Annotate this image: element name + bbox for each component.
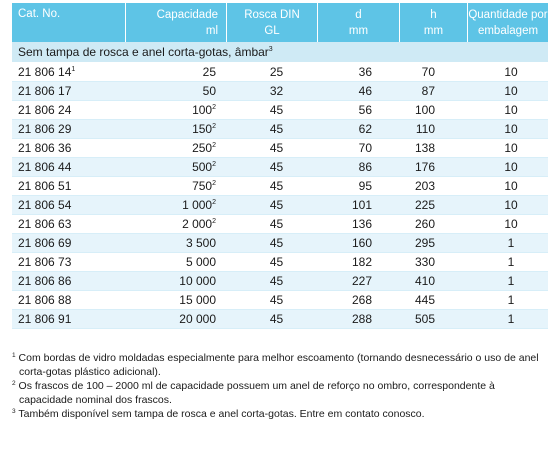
cell-diameter xyxy=(318,215,400,234)
footnote-ref: 2 xyxy=(212,218,216,225)
cell-height-value: 87 xyxy=(421,84,435,98)
cell-thread-value: 45 xyxy=(269,103,284,117)
table-row xyxy=(12,291,548,310)
cell-quantity-value: 10 xyxy=(504,160,518,174)
cell-thread xyxy=(227,215,318,234)
header-height xyxy=(400,3,468,42)
cell-height xyxy=(400,101,468,120)
table-row xyxy=(12,101,548,120)
cell-thread xyxy=(227,63,318,82)
cell-capacity-value: 50 xyxy=(202,84,216,98)
cell-cat-no xyxy=(12,101,126,120)
cell-thread xyxy=(227,177,318,196)
footnote-ref: 1 xyxy=(71,66,76,73)
cell-diameter xyxy=(318,82,400,101)
cell-cat-no xyxy=(12,158,126,177)
cell-height-value: 445 xyxy=(414,293,435,307)
cell-capacity xyxy=(126,120,227,139)
cell-height-value: 330 xyxy=(414,255,435,269)
product-table xyxy=(12,3,548,329)
cell-cat-no-value: 21 806 29 xyxy=(18,122,72,136)
cell-thread xyxy=(227,291,318,310)
cell-quantity-value: 10 xyxy=(504,122,518,136)
cell-diameter xyxy=(318,120,400,139)
cell-quantity xyxy=(468,101,548,120)
cell-height xyxy=(400,177,468,196)
footnote xyxy=(12,407,548,421)
cell-thread xyxy=(227,253,318,272)
cell-quantity-value: 1 xyxy=(507,293,515,307)
cell-height-value: 110 xyxy=(415,122,435,136)
cell-thread-value: 45 xyxy=(269,179,284,193)
cell-height xyxy=(400,234,468,253)
table-header-row xyxy=(12,3,548,42)
cell-height xyxy=(400,196,468,215)
header-label: Cat. No. xyxy=(18,8,61,20)
cell-capacity-value: 1 000 xyxy=(182,198,213,212)
cell-quantity-value: 1 xyxy=(507,274,515,288)
cell-quantity-value: 1 xyxy=(507,236,515,250)
cell-quantity xyxy=(468,139,548,158)
cell-quantity-value: 1 xyxy=(507,312,515,326)
cell-cat-no-value: 21 806 36 xyxy=(18,141,72,155)
cell-diameter xyxy=(318,177,400,196)
cell-thread xyxy=(227,196,318,215)
cell-cat-no xyxy=(12,291,126,310)
footnote-number: 1 xyxy=(12,352,16,359)
header-unit: ml xyxy=(205,24,218,37)
cell-cat-no-value: 21 806 73 xyxy=(18,255,72,269)
cell-diameter-value: 268 xyxy=(351,293,372,307)
cell-height xyxy=(400,139,468,158)
table-row xyxy=(12,120,548,139)
cell-quantity-value: 10 xyxy=(504,84,518,98)
cell-capacity-value: 10 000 xyxy=(179,274,216,288)
cell-height xyxy=(400,310,468,329)
table-row xyxy=(12,196,548,215)
cell-thread xyxy=(227,82,318,101)
header-unit: embalagem xyxy=(477,24,539,37)
cell-capacity xyxy=(126,272,227,291)
cell-height-value: 410 xyxy=(414,274,435,288)
table-row xyxy=(12,310,548,329)
cell-height xyxy=(400,272,468,291)
cell-quantity xyxy=(468,215,548,234)
header-label: Capacidade xyxy=(156,8,218,21)
cell-thread-value: 45 xyxy=(269,141,284,155)
cell-quantity-value: 10 xyxy=(504,198,518,212)
cell-cat-no xyxy=(12,82,126,101)
cell-quantity xyxy=(468,120,548,139)
cell-capacity xyxy=(126,234,227,253)
cell-quantity xyxy=(468,63,548,82)
footnote-ref: 2 xyxy=(212,123,216,130)
cell-cat-no-value: 21 806 91 xyxy=(18,312,72,326)
footnote-ref: 2 xyxy=(212,161,216,168)
table-row xyxy=(12,82,548,101)
table-row xyxy=(12,234,548,253)
cell-cat-no xyxy=(12,310,126,329)
cell-height-value: 176 xyxy=(414,160,435,174)
cell-thread-value: 25 xyxy=(269,65,284,79)
cell-cat-no xyxy=(12,272,126,291)
cell-capacity xyxy=(126,291,227,310)
cell-cat-no xyxy=(12,234,126,253)
cell-thread-value: 45 xyxy=(269,198,284,212)
cell-capacity xyxy=(126,177,227,196)
cell-diameter xyxy=(318,310,400,329)
cell-quantity xyxy=(468,253,548,272)
cell-quantity xyxy=(468,196,548,215)
cell-height-value: 70 xyxy=(421,65,435,79)
cell-height-value: 505 xyxy=(414,312,435,326)
cell-quantity-value: 10 xyxy=(504,217,518,231)
cell-thread xyxy=(227,234,318,253)
header-unit: mm xyxy=(423,24,444,37)
cell-thread-value: 45 xyxy=(269,293,284,307)
cell-thread xyxy=(227,139,318,158)
cell-quantity-value: 10 xyxy=(504,103,518,117)
cell-cat-no-value: 21 806 44 xyxy=(18,160,72,174)
cell-cat-no xyxy=(12,215,126,234)
cell-capacity-value: 750 xyxy=(192,179,213,193)
cell-height-value: 203 xyxy=(414,179,435,193)
cell-quantity xyxy=(468,234,548,253)
cell-cat-no-value: 21 806 24 xyxy=(18,103,72,117)
cell-cat-no xyxy=(12,120,126,139)
cell-thread-value: 45 xyxy=(269,122,284,136)
cell-diameter-value: 288 xyxy=(351,312,372,326)
cell-cat-no xyxy=(12,253,126,272)
header-label: h xyxy=(430,8,437,21)
footnote-text: Também disponível sem tampa de rosca e anel corta-gotas. Entre em contato conosco. xyxy=(18,408,425,420)
cell-quantity xyxy=(468,158,548,177)
cell-cat-no xyxy=(12,63,126,82)
cell-cat-no-value: 21 806 69 xyxy=(18,236,72,250)
cell-capacity-value: 5 000 xyxy=(185,255,216,269)
cell-capacity-value: 250 xyxy=(192,141,213,155)
footnote-ref: 2 xyxy=(212,199,216,206)
header-label: Rosca DIN xyxy=(244,8,300,21)
cell-cat-no xyxy=(12,139,126,158)
header-unit: GL xyxy=(264,24,280,37)
table-row xyxy=(12,139,548,158)
table-row xyxy=(12,215,548,234)
cell-diameter-value: 95 xyxy=(358,179,372,193)
footnotes xyxy=(12,351,548,421)
cell-height xyxy=(400,63,468,82)
cell-diameter-value: 62 xyxy=(358,122,372,136)
cell-quantity-value: 10 xyxy=(504,65,518,79)
cell-diameter-value: 56 xyxy=(358,103,372,117)
cell-height-value: 100 xyxy=(414,103,435,117)
cell-thread xyxy=(227,101,318,120)
footnote xyxy=(12,351,548,379)
cell-thread-value: 45 xyxy=(269,312,284,326)
cell-diameter-value: 101 xyxy=(351,198,372,212)
cell-cat-no-value: 21 806 86 xyxy=(18,274,72,288)
header-label: d xyxy=(355,8,362,21)
table-row xyxy=(12,177,548,196)
cell-quantity-value: 1 xyxy=(507,255,515,269)
cell-thread xyxy=(227,310,318,329)
section-title xyxy=(12,42,548,63)
cell-height-value: 138 xyxy=(414,141,435,155)
cell-cat-no xyxy=(12,196,126,215)
cell-diameter xyxy=(318,196,400,215)
footnote-text: Os frascos de 100 – 2000 ml de capacidade possuem um anel de reforço no ombro, correspondente à capacidade nominal dos frascos. xyxy=(18,380,495,406)
cell-capacity-value: 500 xyxy=(192,160,213,174)
cell-diameter-value: 46 xyxy=(358,84,372,98)
cell-diameter-value: 36 xyxy=(358,65,372,79)
cell-capacity-value: 3 500 xyxy=(185,236,216,250)
cell-thread-value: 45 xyxy=(269,160,284,174)
table-row xyxy=(12,158,548,177)
cell-cat-no-value: 21 806 88 xyxy=(18,293,72,307)
cell-diameter xyxy=(318,234,400,253)
cell-diameter-value: 136 xyxy=(351,217,372,231)
header-cat-no xyxy=(12,3,126,42)
cell-diameter xyxy=(318,158,400,177)
table-row xyxy=(12,272,548,291)
cell-thread-value: 45 xyxy=(269,236,284,250)
cell-capacity-value: 25 xyxy=(202,65,216,79)
footnote-ref: 2 xyxy=(212,104,216,111)
footnote-text: Com bordas de vidro moldadas especialmente para melhor escoamento (tornando desnecessário o uso de anel corta-gotas plástico adicional). xyxy=(18,352,539,378)
cell-quantity xyxy=(468,291,548,310)
cell-diameter-value: 160 xyxy=(351,236,372,250)
cell-quantity xyxy=(468,310,548,329)
cell-thread xyxy=(227,158,318,177)
cell-quantity xyxy=(468,272,548,291)
cell-capacity xyxy=(126,82,227,101)
table-row xyxy=(12,63,548,82)
footnote xyxy=(12,379,548,407)
cell-thread xyxy=(227,272,318,291)
cell-cat-no xyxy=(12,177,126,196)
cell-diameter-value: 86 xyxy=(358,160,372,174)
cell-height xyxy=(400,82,468,101)
cell-height xyxy=(400,215,468,234)
cell-quantity xyxy=(468,82,548,101)
cell-height xyxy=(400,158,468,177)
section-row xyxy=(12,42,548,63)
cell-diameter xyxy=(318,63,400,82)
cell-capacity-value: 2 000 xyxy=(182,217,213,231)
section-footnote-ref: 3 xyxy=(268,46,273,53)
cell-thread xyxy=(227,120,318,139)
cell-capacity xyxy=(126,63,227,82)
footnote-ref: 2 xyxy=(212,180,216,187)
cell-cat-no-value: 21 806 17 xyxy=(18,84,72,98)
header-unit: mm xyxy=(348,24,369,37)
cell-diameter xyxy=(318,291,400,310)
cell-quantity xyxy=(468,177,548,196)
cell-diameter xyxy=(318,101,400,120)
cell-cat-no-value: 21 806 14 xyxy=(18,65,72,79)
cell-quantity-value: 10 xyxy=(504,141,518,155)
cell-diameter-value: 182 xyxy=(351,255,372,269)
cell-capacity xyxy=(126,158,227,177)
cell-diameter xyxy=(318,139,400,158)
cell-diameter xyxy=(318,253,400,272)
cell-thread-value: 32 xyxy=(269,84,284,98)
cell-capacity-value: 15 000 xyxy=(179,293,216,307)
section-text: Sem tampa de rosca e anel corta-gotas, âmbar xyxy=(18,45,269,59)
header-thread xyxy=(227,3,318,42)
cell-cat-no-value: 21 806 51 xyxy=(18,179,72,193)
cell-thread-value: 45 xyxy=(269,255,284,269)
header-quantity xyxy=(468,3,548,42)
footnote-number: 3 xyxy=(12,408,16,415)
header-diameter xyxy=(318,3,400,42)
cell-capacity xyxy=(126,253,227,272)
footnote-ref: 2 xyxy=(212,142,216,149)
cell-capacity xyxy=(126,101,227,120)
cell-cat-no-value: 21 806 63 xyxy=(18,217,72,231)
cell-capacity-value: 20 000 xyxy=(179,312,216,326)
cell-height-value: 295 xyxy=(414,236,435,250)
cell-diameter-value: 70 xyxy=(358,141,372,155)
table-row xyxy=(12,253,548,272)
cell-capacity xyxy=(126,196,227,215)
cell-capacity-value: 150 xyxy=(192,122,213,136)
cell-cat-no-value: 21 806 54 xyxy=(18,198,72,212)
cell-height xyxy=(400,253,468,272)
footnote-number: 2 xyxy=(12,380,16,387)
cell-diameter xyxy=(318,272,400,291)
cell-height-value: 225 xyxy=(414,198,435,212)
cell-capacity xyxy=(126,139,227,158)
cell-diameter-value: 227 xyxy=(351,274,372,288)
cell-thread-value: 45 xyxy=(269,274,284,288)
cell-thread-value: 45 xyxy=(269,217,284,231)
cell-capacity xyxy=(126,215,227,234)
header-label: Quantidade por xyxy=(468,8,548,21)
cell-height xyxy=(400,120,468,139)
cell-capacity-value: 100 xyxy=(192,103,213,117)
cell-height xyxy=(400,291,468,310)
cell-capacity xyxy=(126,310,227,329)
cell-height-value: 260 xyxy=(414,217,435,231)
cell-quantity-value: 10 xyxy=(504,179,518,193)
header-capacity xyxy=(126,3,227,42)
